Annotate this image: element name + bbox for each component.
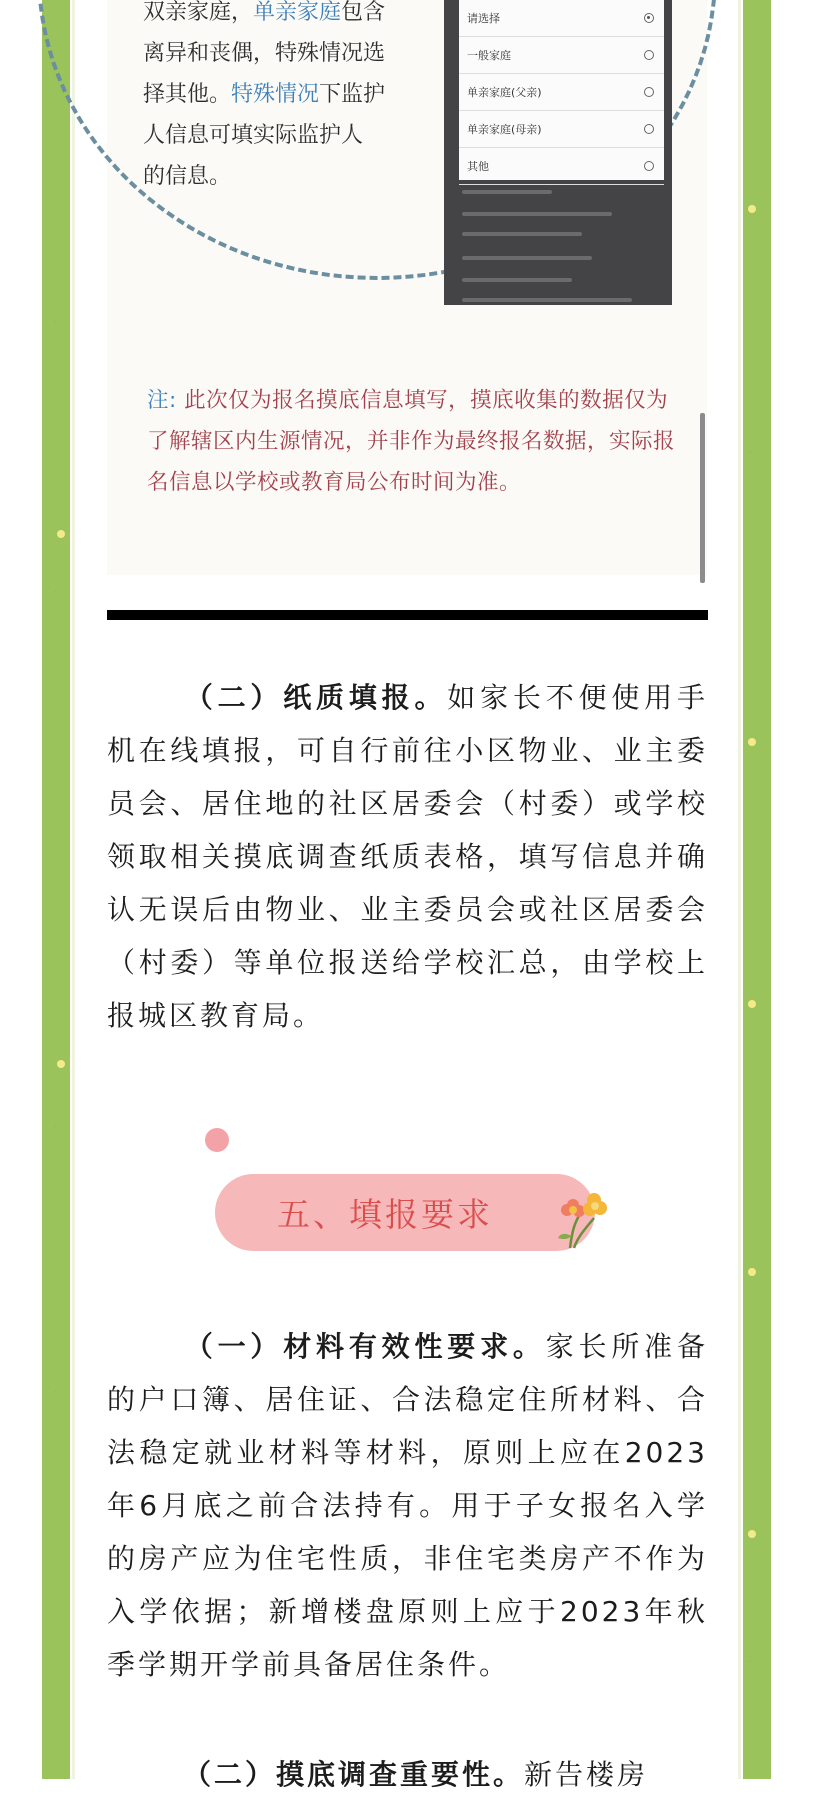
- dropdown-option[interactable]: [459, 0, 664, 37]
- section-title: 五、填报要求: [277, 1195, 493, 1234]
- blurred-text-line: [462, 298, 632, 302]
- dropdown-option[interactable]: [459, 111, 664, 148]
- highlight-single-parent: 单亲家庭: [253, 0, 342, 25]
- radio-icon: [644, 124, 654, 134]
- rail-dot: [57, 1060, 65, 1068]
- radio-selected-icon: [644, 13, 654, 23]
- paragraph-body: 如家长不便使用手机在线填报，可自行前往小区物业、业主委员会、居住地的社区居委会（村委）或学校领取相关摸底调查纸质表格，填写信息并确认无误后由物业、业主委员会或社区居委会（村委）等单位报送给学校汇总，由学校上报城区教育局。: [107, 681, 708, 1032]
- grass-decoration: ᐝ: [54, 1389, 58, 1403]
- text-span: 择其他。: [143, 82, 232, 107]
- text-span: 包含: [341, 0, 386, 25]
- left-rail-edge: [72, 0, 75, 1779]
- rail-dot: [57, 530, 65, 538]
- option-label: 请选择: [467, 12, 500, 25]
- note-body: 此次仅为报名摸底信息填写，摸底收集的数据仅为了解辖区内生源情况，并非作为最终报名数据，实际报名信息以学校或教育局公布时间为准。: [147, 388, 676, 495]
- text-line: 的信息。: [143, 164, 232, 189]
- text-line: 人信息可填实际监护人: [143, 123, 364, 148]
- note-text: [147, 380, 677, 503]
- paragraph-heading: （二）摸底调查重要性。: [183, 1758, 525, 1791]
- scrollbar-thumb: [700, 413, 705, 583]
- option-label: 一般家庭: [467, 49, 511, 62]
- grass-decoration: ᐝ: [54, 319, 58, 333]
- paragraph-body: 新告楼房: [524, 1758, 649, 1791]
- dropdown-option[interactable]: [459, 74, 664, 111]
- left-green-rail: [42, 0, 70, 1779]
- phone-screenshot: [444, 0, 672, 305]
- option-label: 单亲家庭(母亲): [467, 123, 542, 136]
- right-green-rail: [743, 0, 771, 1779]
- blurred-text-line: [462, 190, 552, 194]
- embedded-screenshot: [107, 0, 707, 575]
- paragraph-body: 家长所准备的户口簿、居住证、合法稳定住所材料、合法稳定就业材料等材料，原则上应在2023年6月底之前合法持有。用于子女报名入学的房产应为住宅性质，非住宅类房产不作为入学依据；新增楼盘原则上应于2023年秋季学期开学前具备居住条件。: [107, 1330, 708, 1681]
- grass-decoration: ᐝ: [54, 1124, 58, 1138]
- paragraph-paper-filing: [107, 671, 708, 1042]
- family-type-dropdown: [459, 0, 664, 180]
- note-label: 注:: [147, 388, 177, 413]
- rail-dot: [748, 1530, 756, 1538]
- paragraph-material-validity: [107, 1320, 708, 1691]
- section-title-pill: [215, 1174, 595, 1251]
- blurred-text-line: [462, 232, 582, 236]
- text-line: 离异和丧偶，特殊情况选: [143, 41, 386, 66]
- grass-decoration: ᐝ: [54, 589, 58, 603]
- option-label: 单亲家庭(父亲): [467, 86, 542, 99]
- rail-dot: [748, 205, 756, 213]
- option-label: 其他: [467, 160, 489, 173]
- radio-icon: [644, 161, 654, 171]
- grass-decoration: ᐝ: [748, 1659, 752, 1673]
- radio-icon: [644, 87, 654, 97]
- blurred-text-line: [462, 212, 612, 216]
- rail-dot: [748, 738, 756, 746]
- text-span: 下监护: [319, 82, 386, 107]
- dropdown-option[interactable]: [459, 37, 664, 74]
- dropdown-option[interactable]: [459, 148, 664, 185]
- paragraph-heading: （二）纸质填报。: [183, 681, 448, 714]
- flower-icon: [548, 1188, 612, 1252]
- text-span: 双亲家庭，: [143, 0, 254, 25]
- grass-decoration: ᐝ: [748, 449, 752, 463]
- paragraph-heading: （一）材料有效性要求。: [183, 1330, 546, 1363]
- rail-dot: [748, 1268, 756, 1276]
- radio-icon: [644, 50, 654, 60]
- paragraph-next-partial: [107, 1748, 708, 1801]
- explanation-text: [143, 0, 388, 197]
- pill-dot-decoration: [205, 1128, 229, 1152]
- right-rail-edge: [738, 0, 741, 1779]
- black-divider: [107, 610, 708, 620]
- rail-dot: [748, 1000, 756, 1008]
- blurred-text-line: [462, 256, 592, 260]
- blurred-text-line: [462, 278, 572, 282]
- highlight-special-case: 特殊情况: [231, 82, 320, 107]
